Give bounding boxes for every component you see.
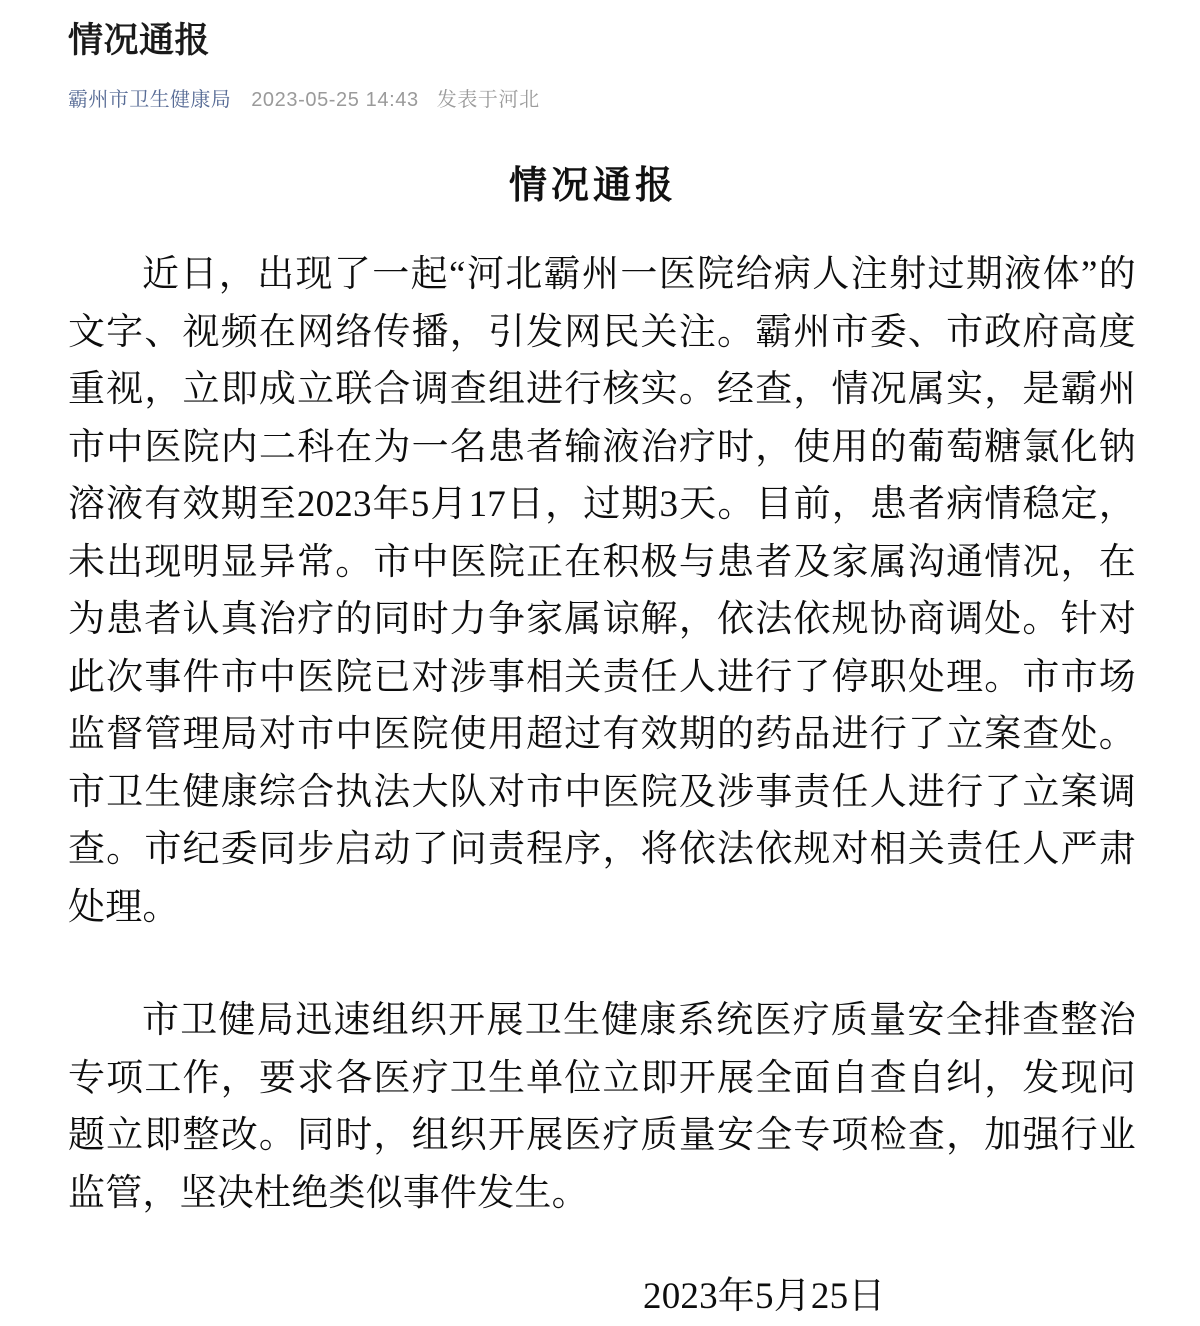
publisher-link[interactable]: 霸州市卫生健康局	[68, 89, 232, 111]
document-date-signature: 2023年5月25日	[643, 1276, 886, 1317]
publish-location: 发表于河北	[436, 89, 540, 111]
article-meta	[68, 86, 1136, 114]
page-title: 情况通报	[68, 21, 211, 60]
article-header	[0, 0, 1200, 114]
body-paragraph: 近日，出现了一起“河北霸州一医院给病人注射过期液体”的文字、视频在网络传播，引发网民关注。霸州市委、市政府高度重视，立即成立联合调查组进行核实。经查，情况属实，是霸州市中医院内二科在为一名患者输液治疗时，使用的葡萄糖氯化钠溶液有效期至2023年5月17日，过期3天。目前，患者病情稳定，未出现明显异常。市中医院正在积极与患者及家属沟通情况，在为患者认真治疗的同时力争家属谅解，依法依规协商调处。针对此次事件市中医院已对涉事相关责任人进行了停职处理。市市场监督管理局对市中医院使用超过有效期的药品进行了立案查处。市卫生健康综合执法大队对市中医院及涉事责任人进行了立案调查。市纪委同步启动了问责程序，将依法依规对相关责任人严肃处理。	[68, 254, 1136, 928]
document-title: 情况通报	[508, 165, 677, 207]
publish-timestamp: 2023-05-25 14:43	[251, 89, 419, 111]
body-paragraph: 市卫健局迅速组织开展卫生健康系统医疗质量安全排查整治专项工作，要求各医疗卫生单位立即开展全面自查自纠，发现问题立即整改。同时，组织开展医疗质量安全专项检查，加强行业监管，坚决杜绝类似事件发生。	[68, 1000, 1136, 1214]
article-body	[0, 160, 1200, 1326]
